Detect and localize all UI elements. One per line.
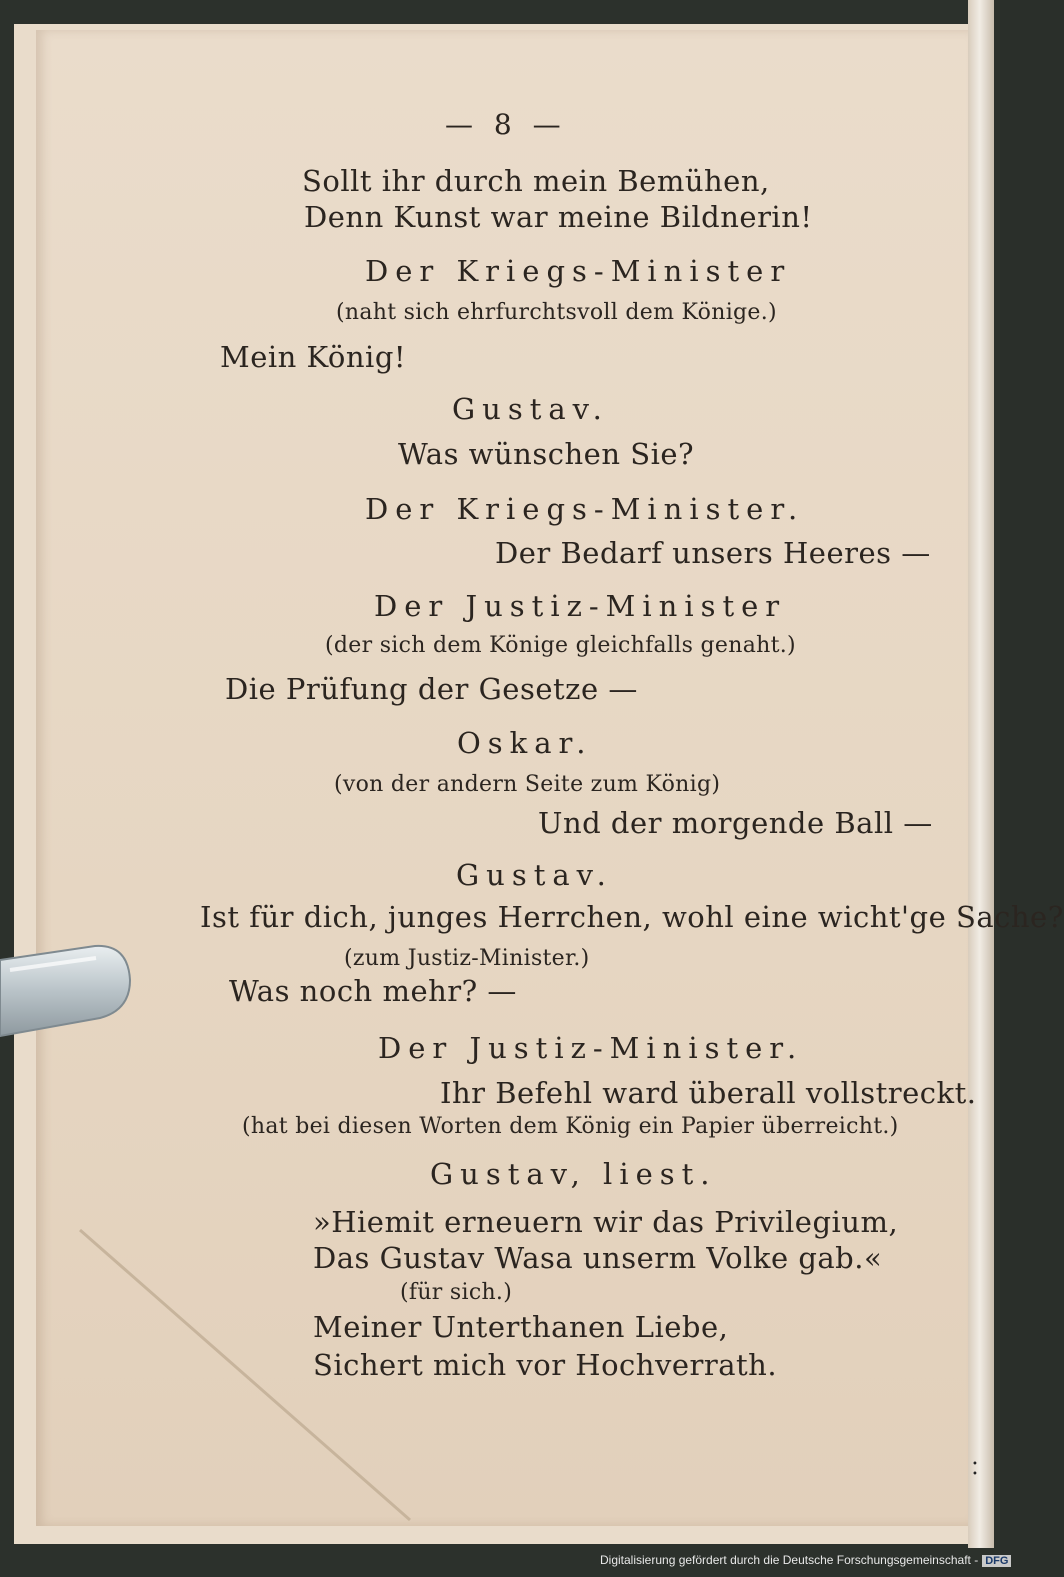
verse-line: Ihr Befehl ward überall vollstreckt. xyxy=(440,1076,977,1110)
glass-weight-clip xyxy=(0,940,140,1040)
stage-direction: (für sich.) xyxy=(400,1280,513,1305)
verse-line: Was noch mehr? — xyxy=(229,974,517,1008)
verse-line: Sollt ihr durch mein Bemühen, xyxy=(302,164,770,198)
stage-direction: (naht sich ehrfurchtsvoll dem Könige.) xyxy=(336,300,777,325)
speaker-name: Der Justiz-Minister. xyxy=(378,1031,804,1065)
page-number: — 8 — xyxy=(445,108,567,141)
verse-line: Meiner Unterthanen Liebe, xyxy=(313,1310,729,1344)
verse-line: Mein König! xyxy=(220,340,407,374)
verse-line: Die Prüfung der Gesetze — xyxy=(225,672,638,706)
speaker-name: Gustav, liest. xyxy=(430,1157,717,1191)
verse-line: Denn Kunst war meine Bildnerin! xyxy=(304,200,813,234)
credit-text: Digitalisierung gefördert durch die Deutsche Forschungsgemeinschaft - xyxy=(600,1553,979,1567)
verse-line: Ist für dich, junges Herrchen, wohl eine wicht'ge Sache? xyxy=(200,900,1064,934)
stage-direction: (der sich dem Könige gleichfalls genaht.) xyxy=(325,633,796,658)
verse-line: »Hiemit erneuern wir das Privilegium, xyxy=(313,1205,899,1239)
speaker-name: Gustav. xyxy=(452,392,609,426)
speaker-name: Der Kriegs-Minister xyxy=(365,254,792,288)
speaker-name: Der Justiz-Minister xyxy=(374,589,787,623)
stage-direction: (zum Justiz-Minister.) xyxy=(344,946,590,971)
speaker-name: Gustav. xyxy=(456,858,613,892)
spine-marks: • • xyxy=(972,1459,978,1480)
book-spine xyxy=(968,0,994,1548)
stage-direction: (hat bei diesen Worten dem König ein Papier überreicht.) xyxy=(242,1114,899,1139)
speaker-name: Oskar. xyxy=(457,726,593,760)
digitization-credit xyxy=(600,1553,1009,1571)
verse-line: Und der morgende Ball — xyxy=(538,806,933,840)
dfg-logo: DFG xyxy=(982,1555,1011,1567)
verse-line: Was wünschen Sie? xyxy=(398,437,695,471)
verse-line: Das Gustav Wasa unserm Volke gab.« xyxy=(313,1241,883,1275)
verse-line: Sichert mich vor Hochverrath. xyxy=(313,1348,778,1382)
verse-line: Der Bedarf unsers Heeres — xyxy=(495,536,931,570)
stage-direction: (von der andern Seite zum König) xyxy=(334,772,721,797)
speaker-name: Der Kriegs-Minister. xyxy=(365,492,805,526)
